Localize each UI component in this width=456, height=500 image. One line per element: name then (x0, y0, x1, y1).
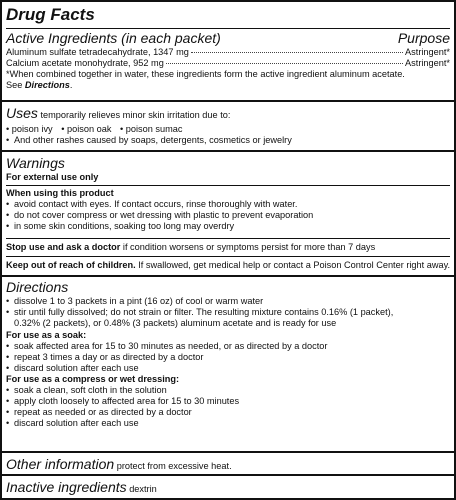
compress-item: • repeat as needed or as directed by a doctor (6, 407, 450, 418)
uses-header-row (6, 105, 450, 123)
divider (6, 185, 450, 186)
when-using-list (6, 199, 450, 232)
purpose-heading: Purpose (397, 30, 450, 46)
keep-out-text: If swallowed, get medical help or contact a Poison Control Center right away. (135, 260, 451, 270)
external-use-note: For external use only (6, 172, 99, 182)
ingredient-name: Aluminum sulfate tetradecahydrate, 1347 mg (6, 47, 189, 57)
uses-intro: temporarily relieves minor skin irritation due to: (37, 110, 231, 120)
section-divider (2, 100, 454, 102)
ingredient-name: Calcium acetate monohydrate, 952 mg (6, 58, 164, 68)
uses-section (6, 105, 450, 146)
see-directions-ref: Directions (24, 80, 70, 90)
use-item: • poison sumac (120, 124, 183, 134)
use-item: • poison oak (61, 124, 112, 134)
divider (6, 238, 450, 239)
leader-dots (166, 63, 403, 64)
leader-dots (191, 52, 403, 53)
uses-heading: Uses (6, 105, 38, 121)
section-divider (2, 474, 454, 476)
direction-item-continued: 0.32% (2 packets), or 0.48% (3 packets) aluminum acetate and is ready for use (14, 318, 337, 328)
inactive-section (6, 479, 450, 497)
when-using-heading: When using this product (6, 188, 114, 198)
other-info-section (6, 456, 450, 474)
inactive-heading: Inactive ingredients (6, 479, 127, 495)
compress-item: • apply cloth loosely to affected area for 15 to 30 minutes (6, 396, 450, 407)
ingredient-purpose: Astringent* (405, 47, 450, 57)
ingredient-row (6, 58, 450, 69)
ingredient-row (6, 47, 450, 58)
see-directions-note: See Directions. (6, 80, 73, 90)
section-divider (2, 451, 454, 453)
section-divider (2, 275, 454, 277)
directions-section (6, 279, 450, 429)
direction-item: • dissolve 1 to 3 packets in a pint (16 oz) of cool or warm water (6, 296, 450, 307)
other-info-heading: Other information (6, 456, 115, 472)
soak-item: • discard solution after each use (6, 363, 450, 374)
when-using-section (6, 188, 450, 232)
warnings-section (6, 155, 450, 183)
active-ingredients-section (6, 30, 450, 91)
active-ingredients-heading: Active Ingredients (in each packet) (6, 30, 221, 46)
use-item: • poison ivy (6, 124, 53, 134)
warning-item: • in some skin conditions, soaking too long may overdry (6, 221, 450, 232)
section-divider (2, 150, 454, 152)
divider (6, 28, 450, 29)
soak-item: • repeat 3 times a day or as directed by a doctor (6, 352, 450, 363)
direction-item: • stir until fully dissolved; do not strain or filter. The resulting mixture contains 0.16% (1 packet), (6, 307, 450, 318)
compress-list (6, 385, 450, 429)
compress-item: • discard solution after each use (6, 418, 450, 429)
warnings-heading: Warnings (6, 155, 65, 171)
soak-item: • soak affected area for 15 to 30 minutes as needed, or as directed by a doctor (6, 341, 450, 352)
other-info-text: protect from excessive heat. (114, 461, 232, 471)
compress-heading: For use as a compress or wet dressing: (6, 374, 180, 384)
directions-list (6, 296, 450, 318)
ingredient-purpose: Astringent* (405, 58, 450, 68)
active-header-row (6, 30, 450, 46)
stop-use-heading: Stop use and ask a doctor (6, 242, 121, 252)
compress-item: • soak a clean, soft cloth in the solution (6, 385, 450, 396)
drug-facts-title: Drug Facts (6, 5, 95, 24)
stop-use-text: if condition worsens or symptoms persist for more than 7 days (120, 242, 376, 252)
stop-use-line (6, 242, 450, 253)
warning-item: • avoid contact with eyes. If contact occurs, rinse thoroughly with water. (6, 199, 450, 210)
warning-item: • do not cover compress or wet dressing with plastic to prevent evaporation (6, 210, 450, 221)
soak-list (6, 341, 450, 374)
inactive-text: dextrin (126, 484, 157, 494)
uses-inline-list (6, 124, 450, 135)
uses-list (6, 135, 450, 146)
soak-heading: For use as a soak: (6, 330, 87, 340)
use-item: • And other rashes caused by soaps, detergents, cosmetics or jewelry (6, 135, 450, 146)
directions-heading: Directions (6, 279, 69, 295)
divider (6, 256, 450, 257)
ingredient-note: *When combined together in water, these ingredients form the active ingredient aluminum acetate. (6, 69, 405, 79)
keep-out-heading: Keep out of reach of children. (6, 260, 136, 270)
keep-out-line (6, 260, 450, 271)
